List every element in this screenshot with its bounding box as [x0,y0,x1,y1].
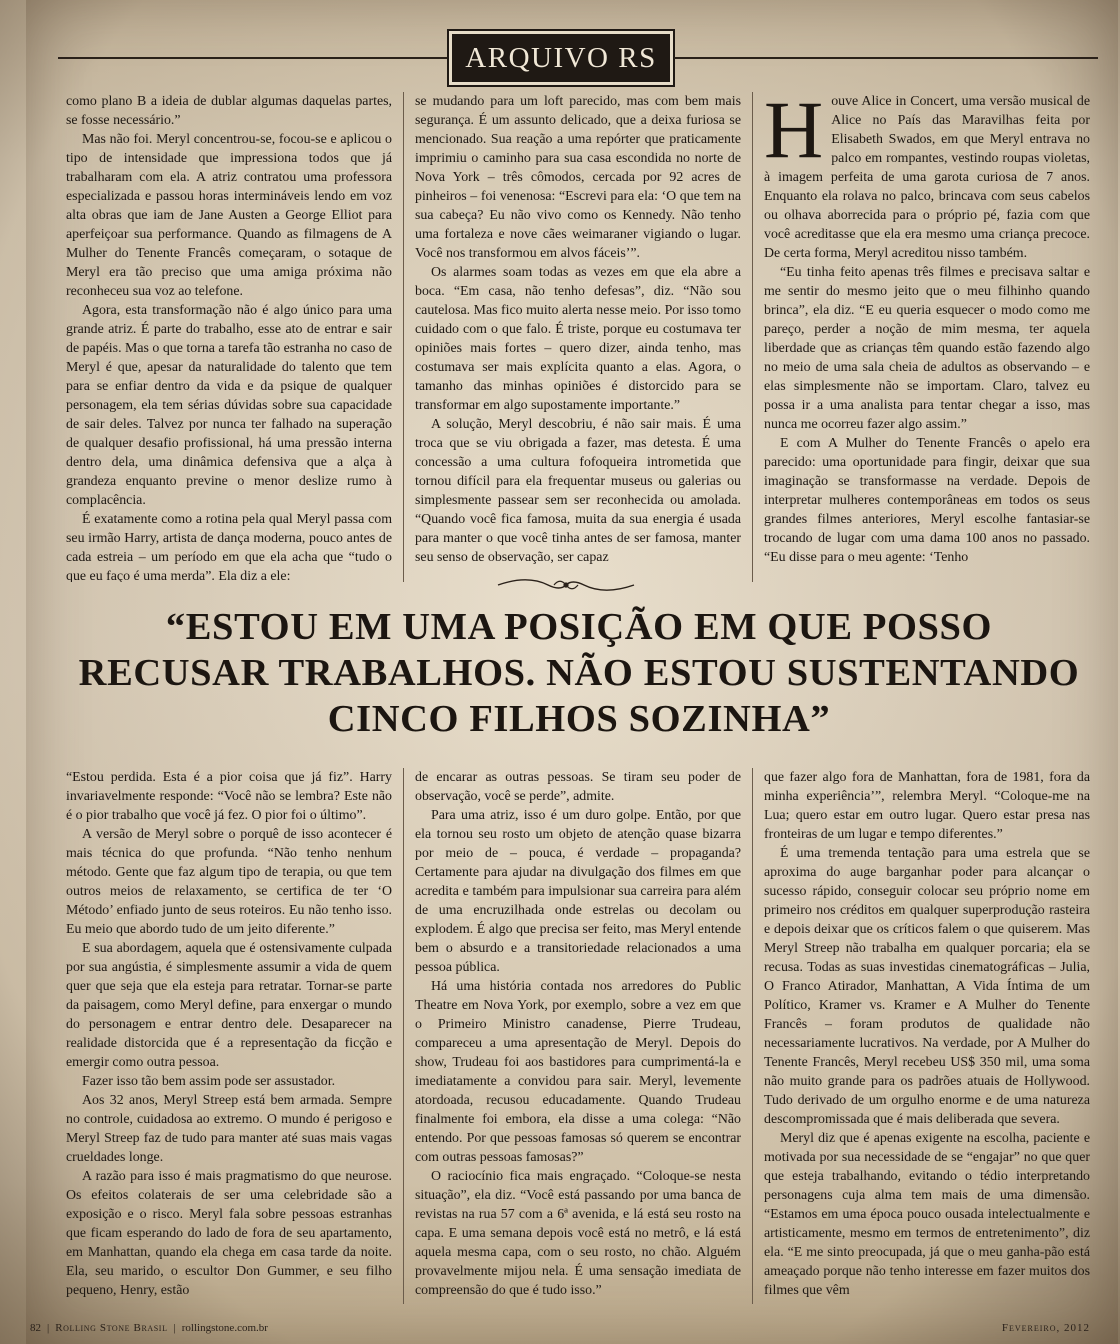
paragraph: como plano B a ideia de dublar algumas daquelas partes, se fosse necessário.” [66,94,392,128]
section-header [0,22,1120,82]
pull-quote-line: “ESTOU EM UMA POSIÇÃO EM QUE POSSO [165,606,993,648]
footer-left: 82 | Rolling Stone Brasil | rollingstone.com.br [30,1322,268,1334]
page-number: 82 [30,1322,41,1334]
paragraph: E sua abordagem, aquela que é ostensivamente culpada por sua angústia, é simplesmente assumir a vida de quem quer que seja que ela esteja para retratar. Tornar-se parte da paisagem, como Meryl define, para enxergar o mundo do personagem e entrar dentro dele. Desaparecer na realidade distorcida que é a representação da ficção e emergir como outra pessoa. [66,941,392,1070]
bottom-column-2 [404,768,753,1304]
paragraph: A razão para isso é mais pragmatismo do que neurose. Os efeitos colaterais de ser uma celebridade são a exposição e o risco. Meryl fala sobre pessoas estranhas que ficam esperando do lado de fora de seu apartamento, em Manhattan, quando ela chega em casa tarde da noite. Ela, seu marido, o escultor Don Gummer, e seu filho pequeno, Henry, estão [66,1169,392,1298]
pull-quote [74,604,1084,754]
opening-text: ouve Alice in Concert, uma versão musical de Alice no País das Maravilhas feita por Elisabeth Swados, em que Meryl entrava no palco em rompantes, vestindo roupas violetas, à imagem perfeita de uma garota curiosa de 7 anos. Enquanto ela rolava no palco, brincava com seus cabelos ou olhava aborrecida para o próprio pé, fazia com que você acreditasse que ela era mesmo uma criança precoce. De certa forma, Meryl acreditou nisso também. [764,94,1090,261]
paragraph: de encarar as outras pessoas. Se tiram seu poder de observação, você se perde”, admite. [415,770,741,804]
top-column-3 [753,92,1092,582]
paragraph: “Eu tinha feito apenas três filmes e precisava saltar e me sentir do mesmo jeito que o meu filhinho quando brinca”, ela diz. “E eu queria esquecer o modo como me pareço, perder a noção de mim mesma, ter aquela liberdade que as crianças têm quando estão fazendo algo no meio de uma sala cheia de adultos as observando – e elas simplesmente não se importam. Claro, talvez eu possa ir a uma analista para tentar chegar a isso, mas nunca me ocorreu fazer algo assim.” [764,265,1090,432]
drop-cap: H [764,92,824,175]
header-rule-right [674,57,1098,59]
header-rule-left [58,57,448,59]
top-column-1 [62,92,404,582]
bottom-columns [62,768,1092,1304]
issue-date: Fevereiro, 2012 [1001,1322,1090,1334]
paragraph: É uma tremenda tentação para uma estrela que se aproxima do auge barganhar poder para alcançar o sucesso rápido, conseguir colocar seu próprio nome em primeiro nos créditos em qualquer superprodução rasteira e depois deixar que os críticos falem o que quiserem. Mas Meryl Streep não trabalha em qualquer porcaria; ela se recusa. Todas as suas investidas cinematográficas – Julia, O Franco Atirador, Manhattan, A Vida Íntima de um Político, Kramer vs. Kramer e A Mulher do Tenente Francês – foram produtos de qualidade não necessariamente lucrativos. Na verdade, por A Mulher do Tenente Francês, Meryl recebeu US$ 350 mil, uma soma não muito grande para os padrões atuais de Hollywood. Tudo derivado de um orgulho enorme e de uma natureza descompromissada que é mais deliberada que severa. [764,846,1090,1127]
paragraph: Fazer isso tão bem assim pode ser assustador. [82,1074,336,1089]
paragraph: Os alarmes soam todas as vezes em que ela abre a boca. “Em casa, não tenho defesas”, diz. “Não sou cautelosa. Mas fico muito alerta nesse meio. Por isso tomo cuidado com o que falo. É triste, porque eu costumava ter opiniões mais fortes – quero dizer, ainda tenho, mas costumava ser mais explícita quanto a elas. Agora, o tamanho das minhas opiniões é distorcido para se transformar em algo supostamente importante.” [415,265,741,413]
paragraph: “Estou perdida. Esta é a pior coisa que já fiz”. Harry invariavelmente responde: “Você não se lembra? Este não é o pior trabalho que você já fez. O pior foi o último”. [66,770,392,823]
website-url: rollingstone.com.br [181,1322,268,1334]
publication-name: Rolling Stone Brasil [55,1322,168,1334]
paragraph: Mas não foi. Meryl concentrou-se, focou-se e aplicou o tipo de intensidade que impressiona todos que já trabalharam com ela. A atriz contratou uma professora especializada e passou horas intermináveis lendo em voz alta obras que iam de Jane Austen a George Elliot para aperfeiçoar sua performance. Quando as filmagens de A Mulher do Tenente Francês começaram, o sotaque de Meryl era tão preciso que uma amiga próxima não reconheceu sua voz ao telefone. [66,132,392,299]
bottom-column-1 [62,768,404,1304]
paragraph: O raciocínio fica mais engraçado. “Coloque-se nesta situação”, ela diz. “Você está passando por uma banca de revistas na rua 57 com a 6ª avenida, e lá está seu rosto na capa. E uma semana depois você está no metrô, e lá está aquela mesma capa, com o seu rosto, no chão. Alguém provavelmente mijou nela. É uma sensação imediata de compreensão do que é tudo isso.” [415,1169,741,1298]
paragraph: E com A Mulher do Tenente Francês o apelo era parecido: uma oportunidade para fingir, deixar que sua imaginação se transformasse na verdade. Depois de interpretar mulheres contemporâneas em todos os seus grandes filmes anteriores, Meryl escolhe fantasiar-se trocando de lugar com uma dama 100 anos no passado. “Eu disse para o meu agente: ‘Tenho [764,436,1090,565]
paragraph: Há uma história contada nos arredores do Public Theatre em Nova York, por exemplo, sobre a vez em que o Primeiro Ministro canadense, Pierre Trudeau, compareceu a uma apresentação de Meryl. Depois do show, Trudeau foi aos bastidores para cumprimentá-la e imediatamente a convidou para sair. Meryl, levemente atordoada, recusou educadamente. Quando Trudeau finalmente foi embora, ela disse a uma colega: “Não entendo. Por que pessoas famosas só querem se encontrar com outras pessoas famosas?” [415,979,741,1165]
paragraph: Meryl diz que é apenas exigente na escolha, paciente e motivada por sua necessidade de se “engajar” no que quer que esteja trabalhando, evitando o tédio interpretando personagens cuja alma tem mais de uma dimensão. “Estamos em uma época pouco ousada intelectualmente e artisticamente, mesmo em termos de entretenimento”, diz ela. “E me sinto preocupada, já que o meu ganha-pão está ameaçado porque não tenho interesse em fazer muitos dos filmes que vêm [764,1131,1090,1298]
paragraph: que fazer algo fora de Manhattan, fora de 1981, fora da minha experiência’”, relembra Meryl. “Coloque-me na Lua; quero estar em outro lugar. Quero estar presa nas fronteiras de um lugar e tempo diferentes.” [764,770,1090,842]
opening-paragraph [764,92,1090,263]
page-footer [30,1322,1090,1340]
paragraph: A solução, Meryl descobriu, é não sair mais. É uma troca que se viu obrigada a fazer, mas detesta. É uma concessão a uma cultura fofoqueira intrometida que tornou difícil para ela frequentar museus ou galerias ou simplesmente passear sem ser reconhecida ou amolada. “Quando você fica famosa, muita da sua energia é usada para manter o que você tinha antes de ser famosa, manter seu senso de observação, ser capaz [415,417,741,565]
pull-quote-line: RECUSAR TRABALHOS. NÃO ESTOU SUSTENTANDO [78,652,1080,694]
section-label: ARQUIVO RS [452,34,670,82]
pull-quote-line: CINCO FILHOS SOZINHA” [327,698,831,740]
bottom-column-3 [753,768,1092,1304]
paragraph: Para uma atriz, isso é um duro golpe. Então, por que ela tornou seu rosto um objeto de atenção quase bizarra por meio de – pouca, é verdade – propaganda? Certamente para ajudar na divulgação dos filmes em que acredita e também para impulsionar sua carreira para além de uma encruzilhada onde estrelas ou decolam ou explodem. É algo que precisa ser feito, mas Meryl entende bem o absurdo e a transitoriedade relacionados a uma pessoa pública. [415,808,741,975]
top-columns [62,92,1092,582]
paragraph: A versão de Meryl sobre o porquê de isso acontecer é mais técnica do que profunda. “Não tenho nenhum método. Gente que faz algum tipo de terapia, ou que tem outros meios de relaxamento, se certifica de ter ‘O Método’ enfiado junto de seus roteiros. Eu não tenho isso. Eu meio que abordo tudo de um jeito diferente.” [66,827,392,937]
paragraph: Aos 32 anos, Meryl Streep está bem armada. Sempre no controle, cuidadosa ao extremo. O mundo é perigoso e Meryl Streep faz de tudo para manter até suas mais vagas crueldades longe. [66,1093,392,1165]
paragraph: se mudando para um loft parecido, mas com bem mais segurança. É um assunto delicado, que a deixa furiosa se mencionado. Sua reação a uma repórter que praticamente imprimiu o caminho para sua casa escondida no norte de Nova York – três cômodos, cercada por 92 acres de pinheiros – foi venenosa: “Escrevi para ela: ‘O que tem na sua cabeça? Eu não vivo como os Kennedy. Não tenho uma fortaleza e nove cães weimaraner vigiando o lugar. Você nos transformou em alvos fáceis’”. [415,94,741,261]
paragraph: É exatamente como a rotina pela qual Meryl passa com seu irmão Harry, artista de dança moderna, pouco antes de cada estreia – um período em que ela acha que “tudo o que eu faço é uma merda”. Ela diz a ele: [66,512,392,582]
top-column-2 [404,92,753,582]
paragraph: Agora, esta transformação não é algo único para uma grande atriz. É parte do trabalho, esse ato de entrar e sair de papéis. Mas o que torna a tarefa tão estranha no caso de Meryl é que, apesar da naturalidade do talento que tem para se enfiar dentro da vida e da psique de qualquer personagem, ela tem sérias dúvidas sobre sua capacidade de sair deles. Talvez por nunca ter falhado na superação de qualquer desafio profissional, há uma pressão interna dentro dela, uma dinâmica defensiva que a alça à grandeza enquanto previne o menor deslize rumo à complacência. [66,303,392,508]
flourish-divider-icon [496,576,636,594]
